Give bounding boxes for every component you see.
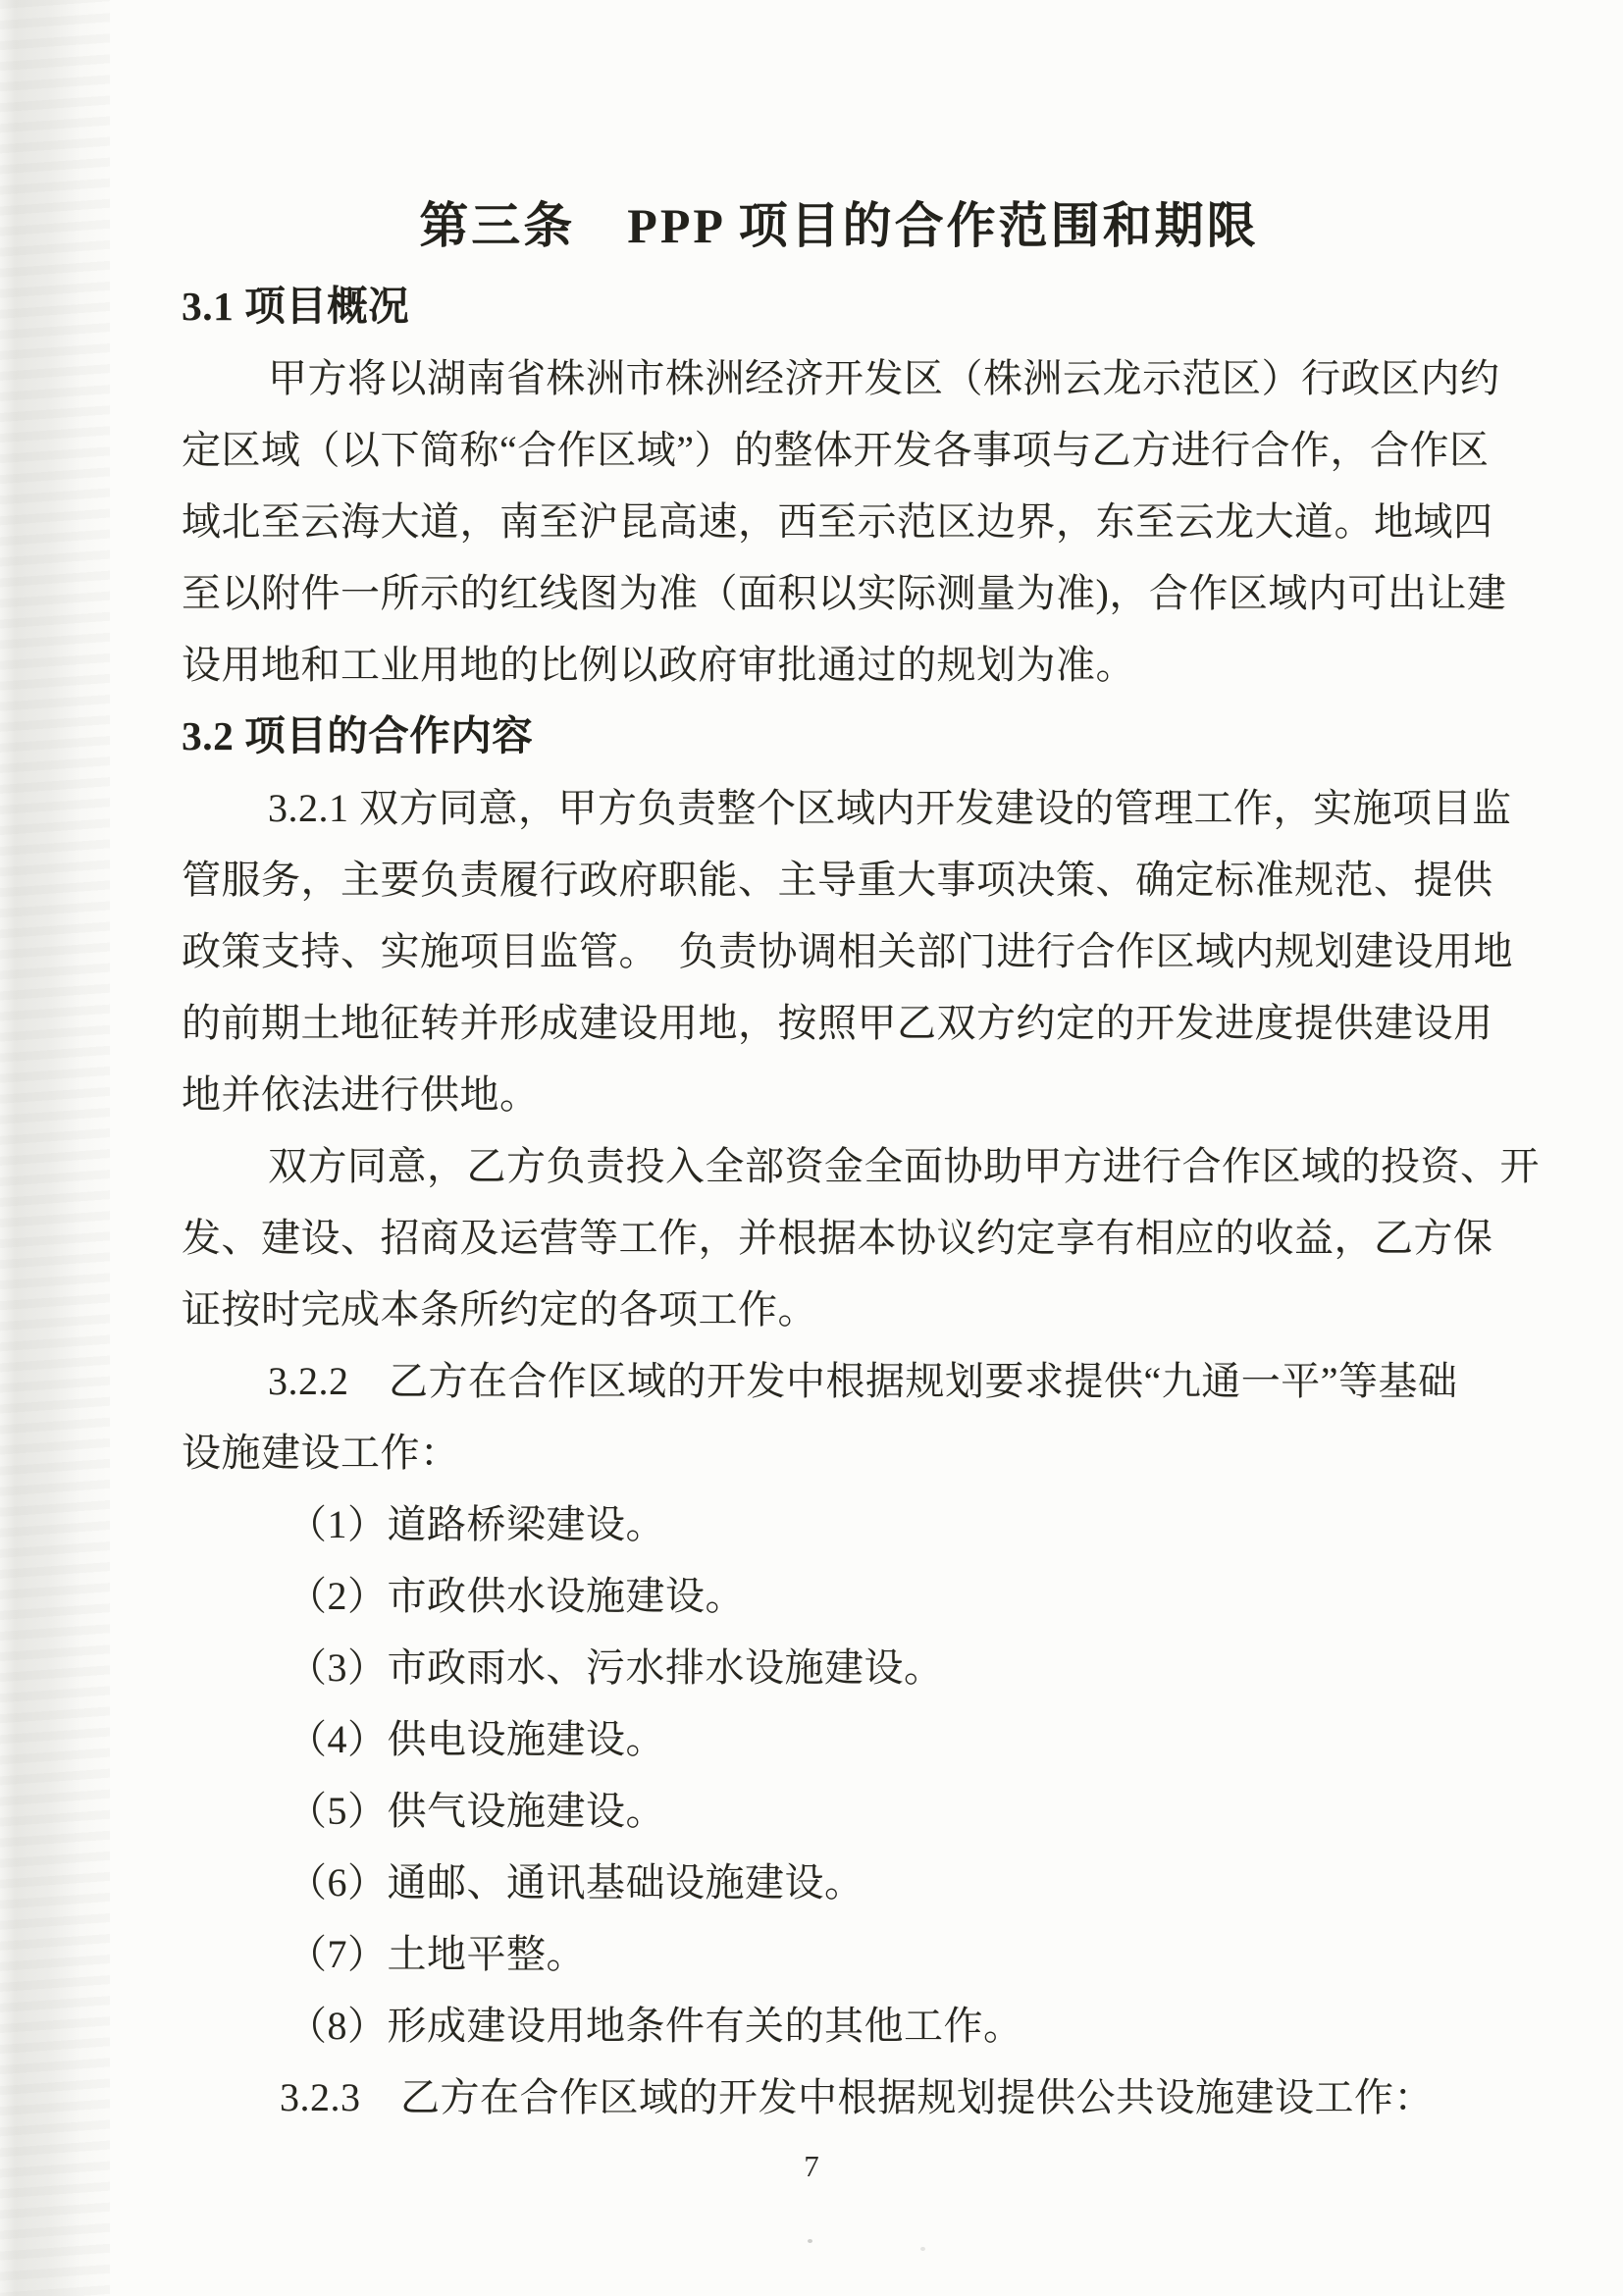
text-line: 管服务，主要负责履行政府职能、主导重大事项决策、确定标准规范、提供 xyxy=(182,858,1493,902)
text-line: （2）市政供水设施建设。 xyxy=(288,1574,745,1618)
text-line: 证按时完成本条所约定的各项工作。 xyxy=(182,1287,817,1331)
text-line: （5）供气设施建设。 xyxy=(288,1789,665,1833)
text-line: 设施建设工作： xyxy=(182,1431,460,1475)
text-line: （8）形成建设用地条件有关的其他工作。 xyxy=(288,2004,1023,2048)
scan-shading xyxy=(0,0,110,2296)
section-heading: 3.2 项目的合作内容 xyxy=(182,713,534,758)
text-line: （3）市政雨水、污水排水设施建设。 xyxy=(288,1645,944,1690)
scan-speck xyxy=(808,2239,812,2243)
text-line: （1）道路桥梁建设。 xyxy=(288,1502,665,1546)
text-line: 甲方将以湖南省株洲市株洲经济开发区（株洲云龙示范区）行政区内约 xyxy=(268,356,1500,400)
text-line: 定区域（以下简称“合作区域”）的整体开发各事项与乙方进行合作，合作区 xyxy=(182,428,1490,472)
text-line: （7）土地平整。 xyxy=(288,1932,586,1976)
text-line: 的前期土地征转并形成建设用地，按照甲乙双方约定的开发进度提供建设用 xyxy=(182,1001,1493,1045)
text-line: 政策支持、实施项目监管。 负责协调相关部门进行合作区域内规划建设用地 xyxy=(182,929,1513,973)
text-line: 双方同意，乙方负责投入全部资金全面协助甲方进行合作区域的投资、开 xyxy=(268,1144,1540,1188)
text-line: 3.2.1 双方同意，甲方负责整个区域内开发建设的管理工作，实施项目监 xyxy=(268,786,1512,830)
text-line: 域北至云海大道，南至沪昆高速，西至示范区边界，东至云龙大道。地域四 xyxy=(182,499,1493,544)
text-line: 发、建设、招商及运营等工作，并根据本协议约定享有相应的收益，乙方保 xyxy=(182,1216,1493,1260)
section-heading: 3.1 项目概况 xyxy=(182,284,410,329)
page-number: 7 xyxy=(804,2149,819,2183)
text-line: 3.2.3 乙方在合作区域的开发中根据规划提供公共设施建设工作： xyxy=(280,2075,1434,2119)
chapter-title: 第三条 PPP 项目的合作范围和期限 xyxy=(419,198,1259,253)
text-line: 至以附件一所示的红线图为准（面积以实际测量为准)，合作区域内可出让建 xyxy=(182,571,1507,615)
text-line: 设用地和工业用地的比例以政府审批通过的规划为准。 xyxy=(182,643,1135,687)
document-body xyxy=(182,271,1540,2133)
text-line: 地并依法进行供地。 xyxy=(182,1072,540,1117)
text-line: （4）供电设施建设。 xyxy=(288,1717,665,1761)
text-line: 3.2.2 乙方在合作区域的开发中根据规划要求提供“九通一平”等基础 xyxy=(268,1359,1458,1403)
text-line: （6）通邮、通讯基础设施建设。 xyxy=(288,1860,864,1905)
scan-speck xyxy=(920,2247,925,2251)
